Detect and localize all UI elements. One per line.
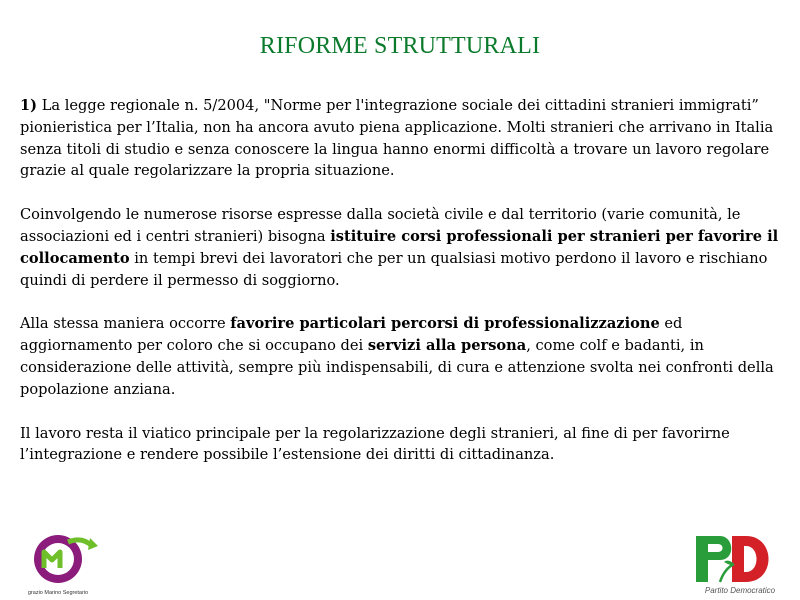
paragraph-2-text-a: Coinvolgendo le numerose risorse espresse dalla società civile e dal territorio (varie comunità, le associazioni ed i centri stranieri) bisogna (20, 206, 741, 245)
paragraph-1-text: La legge regionale n. 5/2004, "Norme per l'integrazione sociale dei cittadini stranieri immigrati” pionieristica per l’Italia, non ha ancora avuto piena applicazione. Molti stranieri che arrivano in Italia senza titoli di studio e senza conoscere la lingua hanno enormi difficoltà a trovare un lavoro regolare grazie al quale regolarizzare la propria situazione. (20, 97, 774, 180)
paragraph-3-highlight-2: servizi alla persona (367, 337, 527, 355)
paragraph-4 (20, 423, 788, 467)
marino-logo (8, 528, 108, 598)
paragraph-4-text: Il lavoro resta il viatico principale per la regolarizzazione degli stranieri, al fine di per favorirne l’integrazione e rendere possibile l’estensione dei diritti di cittadinanza. (20, 424, 730, 464)
pd-logo (690, 530, 790, 598)
marino-logo-icon (8, 528, 108, 590)
paragraph-2 (20, 204, 788, 291)
paragraph-1 (20, 95, 788, 182)
paragraph-2-text-b: in tempi brevi dei lavoratori che per un qualsiasi motivo perdono il lavoro e rischiano quindi di perdere il permesso di soggiorno. (20, 249, 768, 289)
document-body (20, 95, 788, 488)
paragraph-3-text-c: , come colf e badanti, in considerazione delle attività, sempre più indispensabili, di cura e attenzione svolta nei confronti della popolazione anziana. (20, 337, 774, 398)
paragraph-3-text-a: Alla stessa maniera occorre (20, 315, 231, 333)
pd-logo-caption: Partito Democratico (704, 586, 776, 595)
paragraph-2-highlight: istituire corsi professionali per stranieri per favorire il collocamento (20, 227, 779, 267)
paragraph-3-text-b: ed aggiornamento per coloro che si occupano dei (20, 315, 683, 355)
paragraph-number: 1) (20, 97, 38, 114)
pd-logo-icon (690, 530, 790, 586)
paragraph-3-highlight-1: favorire particolari percorsi di professionalizzazione (230, 315, 660, 333)
paragraph-3 (20, 313, 788, 400)
page-title: RIFORME STRUTTURALI (259, 33, 541, 59)
marino-logo-caption: grazio Marino Segretario (27, 590, 89, 596)
